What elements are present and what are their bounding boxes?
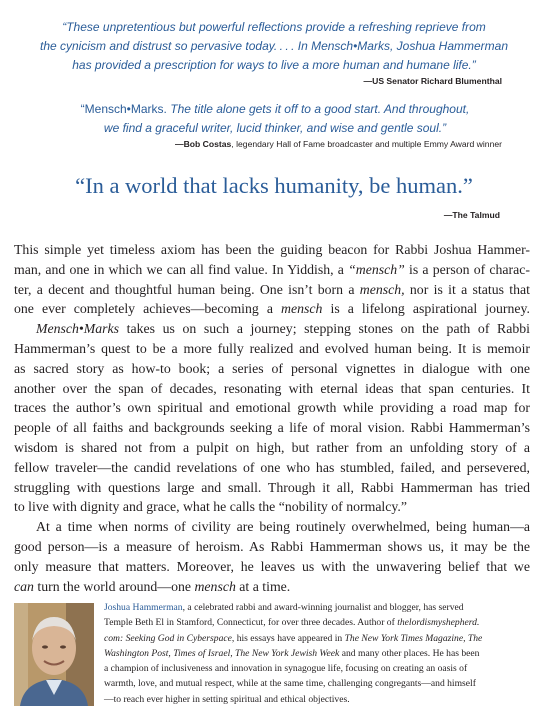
attribution-talmud: —The Talmud — [443, 210, 500, 220]
attribution-blumenthal: —US Senator Richard Blumenthal — [363, 76, 502, 86]
attribution-costas: —Bob Costas, legendary Hall of Fame broadcaster and multiple Emmy Award winner — [174, 139, 502, 149]
quote-title: “Mensch•Marks. — [80, 102, 171, 116]
paragraph-1: This simple yet timeless axiom has been the guiding beacon for Rabbi Joshua Hammer- man, and one in which we can all find value. In Yiddish, a “mensch” is a person of charac- ter, a decent and thoughtful human being. One isn’t born a mensch, nor is it a status that one ever completely achieves—becoming a mensch is a lifelong aspirational journey. — [14, 242, 530, 317]
author-name: Joshua Hammerman — [104, 602, 183, 613]
main-quote: “In a world that lacks humanity, be human.” — [75, 173, 473, 198]
author-bio: Joshua Hammerman, a celebrated rabbi and award-winning journalist and blogger, has served Temple Beth El in Stamford, Connecticut, for over three decades. Author of thelordismyshepherd. com: Seeking God in Cyberspace, his essays have appeared in The New York Times Magazine, The Washington Post, Times of Israel, The New York Jewish Week and many other places. He has been a champion of inclusiveness and innovation in synagogue life, focusing on creating an oasis of warmth, love, and mutual respect, while at the same time, challenging congregants—and himself —to reach ever higher in setting spiritual and ethical objectives. — [104, 602, 483, 705]
quote-line: “These unpretentious but powerful reflections provide a refreshing reprieve from — [62, 20, 486, 34]
book-title: Mensch•Marks — [36, 321, 119, 337]
quote-line: we find a graceful writer, lucid thinker, and wise and gentle soul.” — [103, 121, 447, 135]
quote-line: the cynicism and distrust so pervasive today. . . . In Mensch•Marks, Joshua Hammerman — [39, 39, 509, 53]
paragraph-2: Mensch•Marks takes us on such a journey; stepping stones on the path of Rabbi Hammerman’s quest to be a more fully realized and evolved human being. It is memoir as sacred story as how-to book; a series of personal vignettes in dialogue with one another over the span of decades, resonating with eternal ideas that span centuries. It traces the author’s own spiritual and emotional growth while providing a road map for people of all faiths and backgrounds seeking a life of moral vision. Rabbi Hammerman’s wisdom is shared not from a pulpit on high, but rather from an unfolding story of a fellow traveler—the candid revelations of one who has stumbled, failed, and persevered, struggling with questions large and small. Through it all, Rabbi Hammerman has tried to live with dignity and grace, what he calls the “nobility of normalcy.” — [14, 321, 530, 515]
author-portrait-image — [14, 603, 94, 706]
paragraph-3: At a time when norms of civility are being routinely overwhelmed, being human—a good person—is a measure of heroism. As Rabbi Hammerman shows us, it may be the only measure that matters. Moreover, he leaves us with the unwavering belief that we can turn the world around—one mensch at a time. — [14, 519, 530, 594]
quote-line: has provided a prescription for ways to live a more human and humane life.” — [72, 58, 476, 72]
endorsement-quote-blumenthal — [12, 18, 536, 75]
description-body — [14, 240, 530, 596]
quote-line: “Mensch•Marks. The title alone gets it off to a good start. And throughout, — [80, 102, 470, 116]
endorsement-quote-costas — [40, 100, 510, 138]
author-photo — [14, 603, 94, 706]
